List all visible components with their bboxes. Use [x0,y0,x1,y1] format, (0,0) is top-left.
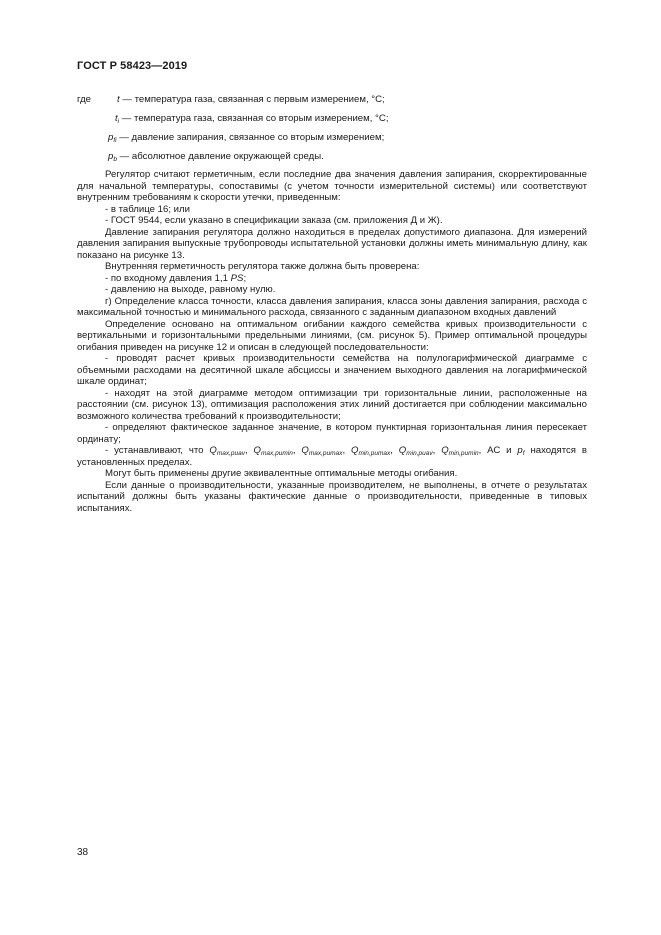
p-symbol: p [517,445,523,456]
definition-item [108,150,324,163]
paragraph: Могут быть применены другие эквивалентные оптимальные методы огибания. [105,468,458,479]
definition-item [108,131,384,144]
p-subscript: f [522,450,525,457]
symbol: p [108,132,114,143]
definition-text: — температура газа, связанная с первым измерением, °C; [119,94,385,105]
definition-row [77,112,587,131]
where-label: где [77,94,92,105]
symbol-subscript: b [113,156,117,163]
list-text: , АС и [478,445,518,456]
q-symbol: Q [441,445,449,456]
q-subscript: min,pumax [358,450,391,457]
symbol: t [115,113,118,124]
list-item [77,273,587,285]
list-item: - ГОСТ 9544, если указано в спецификации заказа (см. приложения Д и Ж). [105,215,443,226]
q-subscript: max,pumin [261,450,293,457]
paragraph: Регулятор считают герметичным, если последние два значения давления запирания, скорректированные для начальной температуры, сопоставимы (с учетом точности измерительной системы) или соответствуют внутренним требованиям к скорости утечки, приведенным: [77,169,587,203]
definition-item [117,93,385,106]
list-text: - по входному давления 1,1 [105,272,231,284]
q-symbol: Q [253,445,262,456]
symbol-subscript: i [117,118,120,125]
definition-row [77,131,587,150]
paragraph: Давление запирания регулятора должно находиться в пределах допустимого диапазона. Для измерений давления запирания выпускные трубопроводы испытательной установки должны иметь минимальную длину, как показано на рисунке 13. [77,226,587,261]
ps-symbol: PS [230,272,244,284]
list-item: - в таблице 16; или [105,203,190,215]
definitions-block [77,93,587,169]
symbol-subscript: fi [113,137,117,144]
definition-item [115,112,389,125]
list-text: ; [243,272,247,284]
symbol: t [117,94,120,105]
q-subscript: min,pumin [448,450,479,457]
list-text: находятся в установленных пределах. [77,445,587,468]
list-text: - устанавливают, что [105,445,210,456]
definition-row [77,150,587,169]
list-item: - устанавливают, что $Q_{max,puav}$, $Q_{max,pumin}$, $Q_{max,pumax}$, $Q_{min,pumax}$, $Q_{min,puav}$, $Q_{min,pumin}$, АС и $p_f$ находятся в установленных пределах. [77,445,587,468]
document-code: ГОСТ Р 58423—2019 [77,60,188,72]
list-item: - находят на этой диаграмме методом оптимизации три горизонтальные линии, расположенные на расстоянии (см. рисунок 13), оптимизация расположения этих линий достигается при соблюдении максимально возможного количества требований к производительности; [77,387,587,422]
symbol: p [108,151,114,162]
q-subscript: max,pumax [308,450,343,457]
q-symbol: Q [209,445,217,456]
definition-text: — давление запирания, связанное со вторым измерением; [116,132,385,143]
list-item: - определяют фактическое заданное значение, в котором пунктирная горизонтальная линия пересекает ординату; [77,422,587,445]
page-number: 38 [77,847,89,858]
q-symbol: Q [350,445,359,456]
q-subscript: min,puav [406,450,433,457]
list-item: - давлению на выходе, равному нулю. [105,284,276,295]
q-subscript: max,puav [216,450,245,457]
definition-text: — температура газа, связанная со вторым измерением, °C; [119,113,389,124]
paragraph: Определение основано на оптимальном огибании каждого семейства кривых производительности с вертикальными и горизонтальными предельными линиями, (см. рисунок 5). Пример оптимальной процедуры огибания приведен на рисунке 12 и описан в следующей последовательности: [77,318,587,353]
list-item: - проводят расчет кривых производительности семейства на полулогарифмической диаграмме с объемными расходами на десятичной шкале абсциссы и значением выходного давления на логарифмической шкале ординат; [77,353,587,387]
definition-text: — абсолютное давление окружающей среды. [116,151,324,162]
q-symbol: Q [398,445,407,456]
paragraph: Если данные о производительности, указанные производителем, не выполнены, в отчете о результатах испытаний должны быть указаны фактические данные о производительности, приведенные в типовых испытаниях. [77,479,587,514]
paragraph: Внутренняя герметичность регулятора также должна быть проверена: [105,261,420,272]
definition-row [77,93,587,112]
body-text [77,169,587,514]
paragraph: г) Определение класса точности, класса давления запирания, класса зоны давления запирания, расхода с максимальной точностью и минимального расхода, связанного с заданным диапазоном входных давлений [77,295,587,318]
q-symbol: Q [301,445,309,456]
